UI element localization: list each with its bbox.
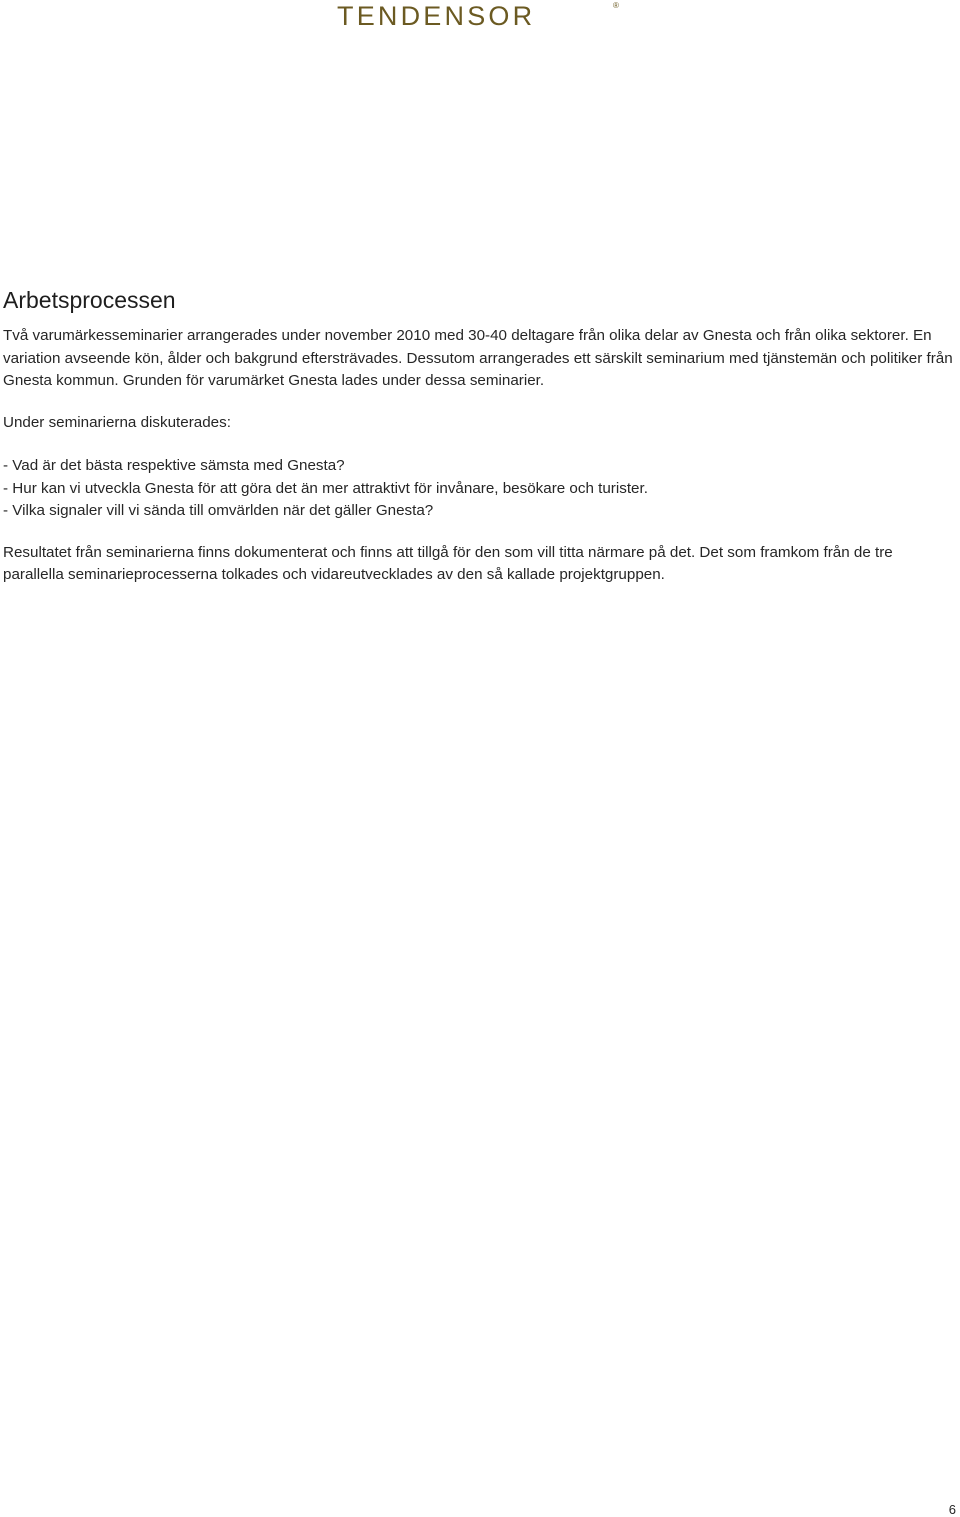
list-item: - Hur kan vi utveckla Gnesta för att göra det än mer attraktivt för invånare, besökare och turister. xyxy=(3,479,648,497)
intro-paragraph: Två varumärkesseminarier arrangerades under november 2010 med 30-40 deltagare från olika delar av Gnesta och från olika sektorer. En variation avseende kön, ålder och bakgrund eftersträvades. Dessutom arrangerades ett särskilt seminarium med tjänstemän och politiker från Gnesta kommun. Grunden för varumärket Gnesta lades under dessa seminarier. xyxy=(3,327,953,389)
list-item: - Vad är det bästa respektive sämsta med Gnesta? xyxy=(3,457,345,474)
section-title: Arbetsprocessen xyxy=(3,287,176,313)
result-paragraph: Resultatet från seminarierna finns dokumenterat och finns att tillgå för den som vill titta närmare på det. Det som framkom från de tre parallella seminarieprocesserna tolkades och vidareutvecklades av den så kallade projektgruppen. xyxy=(3,543,893,583)
tendensor-logo xyxy=(337,2,627,30)
logo-wordmark: TENDENSOR xyxy=(337,1,536,31)
list-item: - Vilka signaler vill vi sända till omvärlden när det gäller Gnesta? xyxy=(3,502,434,519)
main-content xyxy=(3,283,955,587)
page-number: 6 xyxy=(948,1502,956,1517)
registered-mark: ® xyxy=(613,1,619,10)
discussion-lead: Under seminarierna diskuterades: xyxy=(3,413,231,431)
question-list xyxy=(3,455,955,523)
